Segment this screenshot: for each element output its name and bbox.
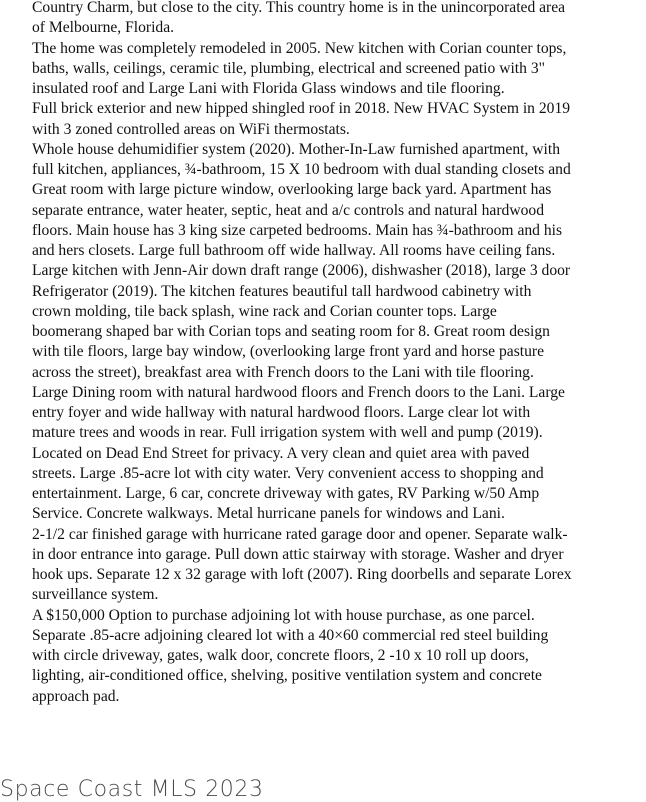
- text-line: Great room with large picture window, overlooking large back yard. Apartment has: [32, 181, 552, 199]
- paragraph-exterior: [32, 99, 644, 140]
- paragraph-remodel: [32, 39, 644, 100]
- text-line: in door entrance into garage. Pull down attic stairway with storage. Washer and dryer: [32, 545, 564, 563]
- text-line: Whole house dehumidifier system (2020). Mother-In-Law furnished apartment, with: [32, 140, 561, 158]
- text-line: Separate .85-acre adjoining cleared lot with a 40×60 commercial red steel building: [32, 626, 549, 644]
- text-line: A $150,000 Option to purchase adjoining lot with house purchase, as one parcel.: [32, 606, 535, 624]
- paragraph-location: [32, 0, 644, 39]
- text-line: separate entrance, water heater, septic, heat and a/c controls and natural hardwood: [32, 201, 544, 219]
- text-line: 2-1/2 car finished garage with hurricane rated garage door and opener. Separate walk-: [32, 525, 568, 543]
- text-line: mature trees and woods in rear. Full irrigation system with well and pump (2019).: [32, 424, 543, 442]
- text-line: Large kitchen with Jenn-Air down draft range (2006), dishwasher (2018), large 3 door: [32, 262, 571, 280]
- text-line: streets. Large .85-acre lot with city water. Very convenient access to shopping and: [32, 464, 544, 482]
- text-line: full kitchen, appliances, ¾-bathroom, 15 X 10 bedroom with dual standing closets and: [32, 161, 571, 178]
- text-line: hook ups. Separate 12 x 32 garage with loft (2007). Ring doorbells and separate Lorex: [32, 566, 572, 583]
- text-line: Large Dining room with natural hardwood floors and French doors to the Lani. Large: [32, 383, 565, 401]
- text-line: floors. Main house has 3 king size carpeted bedrooms. Main has ¾-bathroom and his: [32, 221, 563, 239]
- text-line: with circle driveway, gates, walk door, concrete floors, 2 -10 x 10 roll up doors,: [32, 647, 529, 664]
- text-line: entry foyer and wide hallway with natural hardwood floors. Large clear lot with: [32, 404, 531, 421]
- listing-description: [32, 0, 644, 707]
- text-line: boomerang shaped bar with Corian tops and seating room for 8. Great room design: [32, 323, 550, 340]
- paragraph-kitchen: [32, 261, 644, 383]
- text-line: and hers closets. Large full bathroom off wide hallway. All rooms have ceiling fans.: [32, 242, 556, 259]
- text-line: Refrigerator (2019). The kitchen features beautiful tall hardwood cabinetry with: [32, 282, 532, 300]
- text-line: surveillance system.: [32, 586, 159, 604]
- text-line: Located on Dead End Street for privacy. A very clean and quiet area with paved: [32, 444, 530, 462]
- text-line: of Melbourne, Florida.: [32, 19, 175, 37]
- text-line: Full brick exterior and new hipped shingled roof in 2018. New HVAC System in 2019: [32, 100, 571, 118]
- text-line: baths, walls, ceilings, ceramic tile, plumbing, electrical and screened patio with 3": [32, 59, 545, 77]
- text-line: lighting, air-conditioned office, shelving, positive ventilation system and concrete: [32, 667, 542, 685]
- text-line: The home was completely remodeled in 2005. New kitchen with Corian counter tops,: [32, 39, 567, 57]
- text-line: across the street), breakfast area with French doors to the Lani with tile flooring.: [32, 363, 534, 381]
- paragraph-dining: [32, 383, 644, 444]
- paragraph-option: [32, 606, 644, 707]
- text-line: entertainment. Large, 6 car, concrete driveway with gates, RV Parking w/50 Amp: [32, 485, 540, 502]
- text-line: Country Charm, but close to the city. This country home is in the unincorporated area: [32, 0, 566, 16]
- paragraph-lot: [32, 444, 644, 525]
- text-line: with tile floors, large bay window, (overlooking large front yard and horse pasture: [32, 343, 545, 361]
- mls-watermark: Space Coast MLS 2023: [0, 777, 264, 802]
- text-line: Service. Concrete walkways. Metal hurricane panels for windows and Lani.: [32, 505, 505, 523]
- paragraph-garage: [32, 525, 644, 606]
- text-line: crown molding, tile back splash, wine rack and Corian counter tops. Large: [32, 302, 497, 320]
- paragraph-apartment: [32, 140, 644, 262]
- text-line: with 3 zoned controlled areas on WiFi thermostats.: [32, 120, 350, 138]
- text-line: insulated roof and Large Lani with Florida Glass windows and tile flooring.: [32, 80, 505, 97]
- text-line: approach pad.: [32, 687, 120, 705]
